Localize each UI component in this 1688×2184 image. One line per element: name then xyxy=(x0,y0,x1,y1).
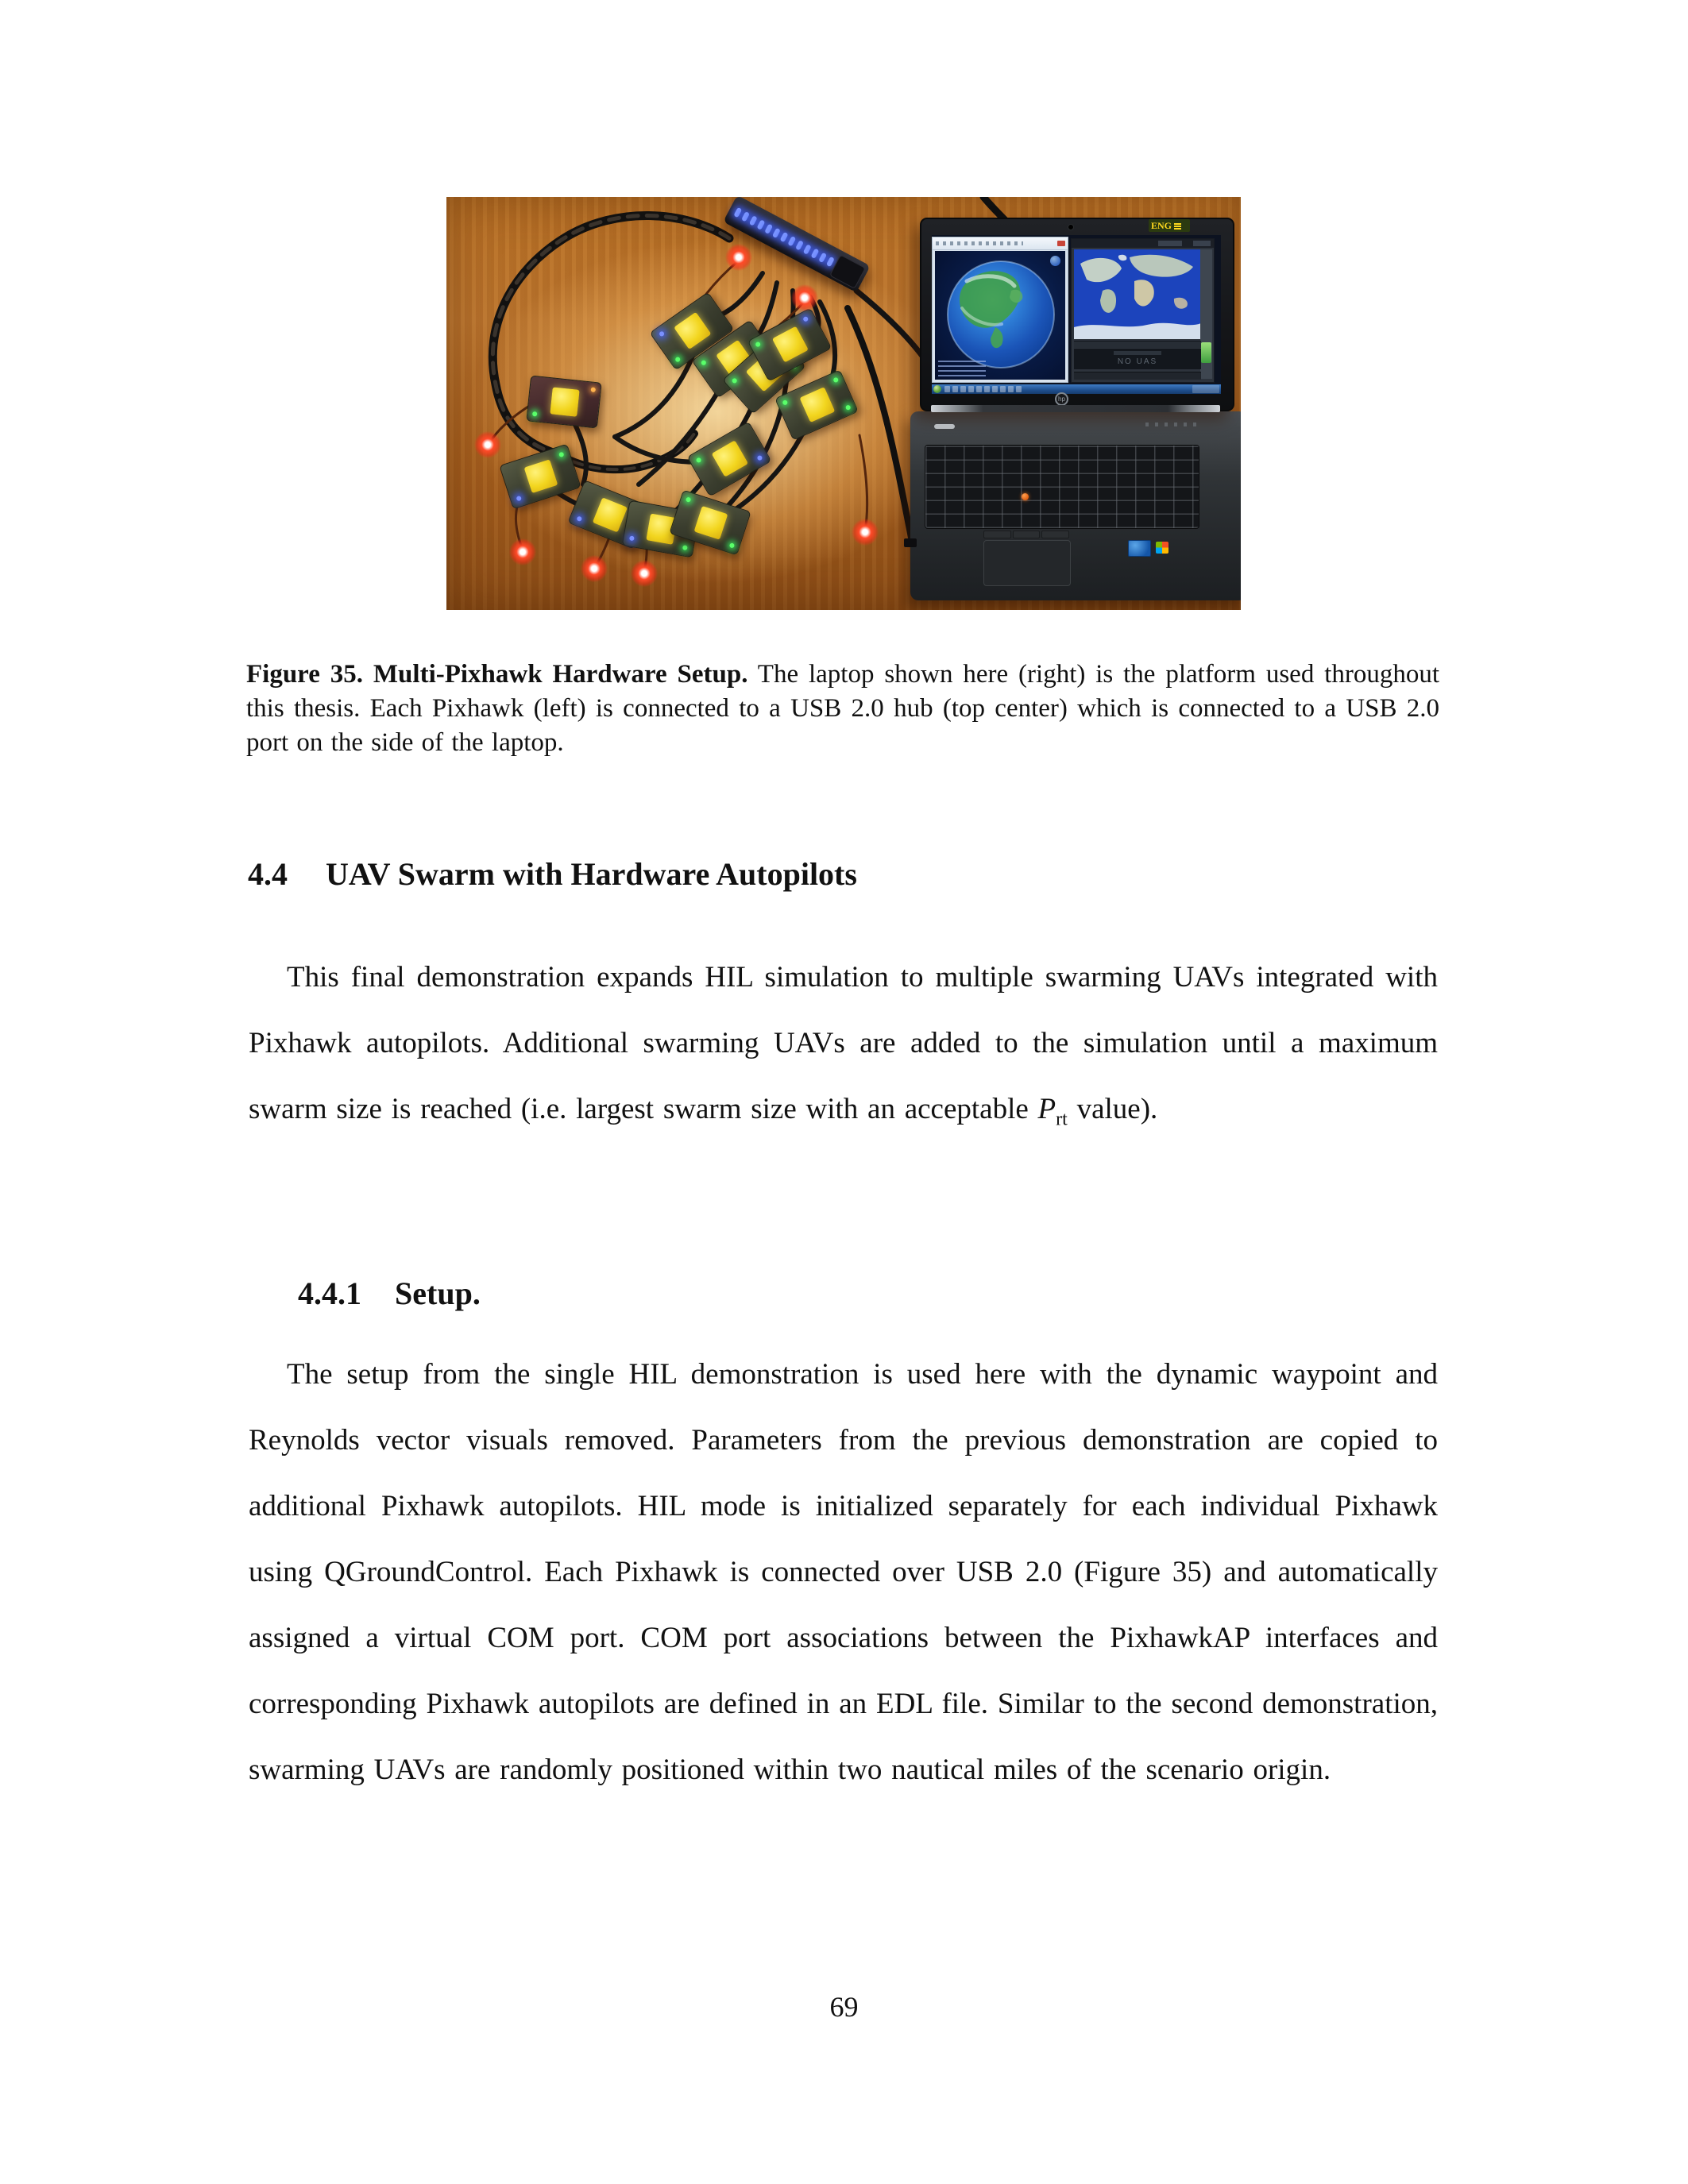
map-titlebar-button xyxy=(1158,241,1182,246)
pixhawk-foam-pad xyxy=(712,440,748,477)
paragraph-1-text: This final demonstration expands HIL simulation to multiple swarming UAVs integrated with Pixhawk autopilots. Additional swarming UAVs are added to the simulation until a maximum swarm size is reached (i.e. largest swarm size with an acceptable xyxy=(249,961,1438,1125)
laptop-hinge xyxy=(931,405,1220,412)
pixhawk-board xyxy=(526,375,602,428)
map-titlebar xyxy=(1072,239,1214,248)
hp-logo xyxy=(1055,392,1068,406)
status-led xyxy=(755,341,761,348)
math-subscript-rt: rt xyxy=(1056,1109,1068,1130)
map-status-area xyxy=(1074,349,1201,369)
windows-sticker xyxy=(1156,542,1168,554)
figure-caption xyxy=(246,658,1439,760)
status-led xyxy=(590,387,596,392)
windows-taskbar xyxy=(932,384,1221,394)
section-heading xyxy=(248,855,857,893)
status-led xyxy=(659,330,665,337)
status-chip xyxy=(1114,351,1161,355)
red-led-glow xyxy=(631,560,658,587)
status-led xyxy=(729,542,736,549)
globe-app-window xyxy=(932,237,1068,383)
pixhawk-foam-pad xyxy=(593,497,628,532)
red-led-glow xyxy=(852,519,879,546)
status-led xyxy=(782,399,788,406)
figure-photo xyxy=(446,197,1241,610)
map-bottom-bar xyxy=(1074,372,1201,380)
status-led xyxy=(629,535,635,541)
status-led xyxy=(756,454,763,461)
eng-sticker xyxy=(1149,219,1190,232)
subsection-title: Setup. xyxy=(395,1275,481,1311)
pixhawk-foam-pad xyxy=(674,312,711,349)
taskbar-icons xyxy=(944,386,1022,392)
trackpoint xyxy=(1022,493,1029,500)
figure-caption-text: The laptop shown here (right) is the platform used throughout this thesis. Each Pixhawk (left) is connected to a USB 2.0 hub (top center) which is connected to a USB 2.0 port on the side of the laptop. xyxy=(246,660,1440,757)
laptop-screen xyxy=(932,235,1221,384)
status-led xyxy=(516,496,522,502)
status-led xyxy=(695,457,701,463)
figure-caption-title: Multi-Pixhawk Hardware Setup. xyxy=(373,660,748,689)
hp-logo-text: hp xyxy=(1058,396,1065,403)
usb-plug xyxy=(904,538,917,547)
touchpad-buttons xyxy=(983,531,1069,538)
map-mini-view xyxy=(1201,342,1211,363)
status-led xyxy=(532,411,538,417)
start-orb-icon xyxy=(933,385,941,393)
status-led xyxy=(845,404,852,411)
map-titlebar-button xyxy=(1193,241,1211,246)
status-led xyxy=(674,356,681,362)
window-toolbar xyxy=(933,237,1068,250)
section-title: UAV Swarm with Hardware Autopilots xyxy=(326,856,857,893)
deck-indicator-lights xyxy=(1145,423,1201,426)
no-uas-label: NO UAS xyxy=(1117,357,1158,366)
toolbar-icons xyxy=(936,241,1023,245)
red-led-glow xyxy=(474,431,501,458)
status-led xyxy=(731,377,737,384)
globe-viewport xyxy=(935,251,1065,380)
paragraph-1-text-end: value). xyxy=(1067,1093,1158,1125)
pixhawk-foam-pad xyxy=(524,459,558,493)
status-led xyxy=(682,545,688,550)
section-number: 4.4 xyxy=(248,856,288,893)
status-led xyxy=(701,360,707,366)
red-led-glow xyxy=(581,555,608,582)
red-led-glow xyxy=(791,284,818,311)
globe-nav-compass xyxy=(1050,256,1060,266)
laptop-keyboard xyxy=(925,445,1199,529)
red-led-glow xyxy=(725,244,752,271)
map-app-window xyxy=(1071,238,1215,383)
status-led xyxy=(832,376,839,383)
math-variable-P: P xyxy=(1037,1093,1056,1125)
close-icon xyxy=(1057,241,1065,246)
webcam-icon xyxy=(1068,224,1074,230)
status-led xyxy=(802,316,809,322)
red-led-glow xyxy=(509,538,536,565)
paragraph-2: The setup from the single HIL demonstration is used here with the dynamic waypoint and Reynolds vector visuals removed. Parameters from the previous demonstration are copied to additional Pixhawk autopilots. HIL mode is initialized separately for each individual Pixhawk using QGroundControl. Each Pixhawk is connected over USB 2.0 (Figure 35) and automatically assigned a virtual COM port. COM port associations between the PixhawkAP interfaces and corresponding Pixhawk autopilots are defined in an EDL file. Similar to the second demonstration, swarming UAVs are randomly positioned within two nautical miles of the scenario origin. xyxy=(249,1358,1438,1786)
paragraph-1 xyxy=(249,944,1438,1142)
subsection-number: 4.4.1 xyxy=(298,1275,361,1311)
world-map-graphic xyxy=(1074,249,1201,339)
status-led xyxy=(686,496,692,503)
pixhawk-foam-pad xyxy=(799,387,835,423)
map-controls-bar xyxy=(1074,341,1201,348)
status-led xyxy=(576,515,582,522)
eng-sticker-label: ENG xyxy=(1151,220,1172,231)
status-led xyxy=(558,452,565,458)
intel-sticker xyxy=(1128,540,1151,557)
subsection-heading xyxy=(298,1275,481,1312)
page-number: 69 xyxy=(829,1991,859,2023)
taskbar-clock xyxy=(1192,385,1219,393)
touchpad xyxy=(983,540,1071,586)
figure-caption-label: Figure 35. xyxy=(246,660,364,689)
power-slider xyxy=(934,424,955,429)
pixhawk-foam-pad xyxy=(550,387,579,416)
globe-hud-text xyxy=(938,359,986,376)
pixhawk-foam-pad xyxy=(694,506,728,540)
pixhawk-foam-pad xyxy=(772,326,809,363)
eng-sticker-badge xyxy=(1174,222,1181,230)
